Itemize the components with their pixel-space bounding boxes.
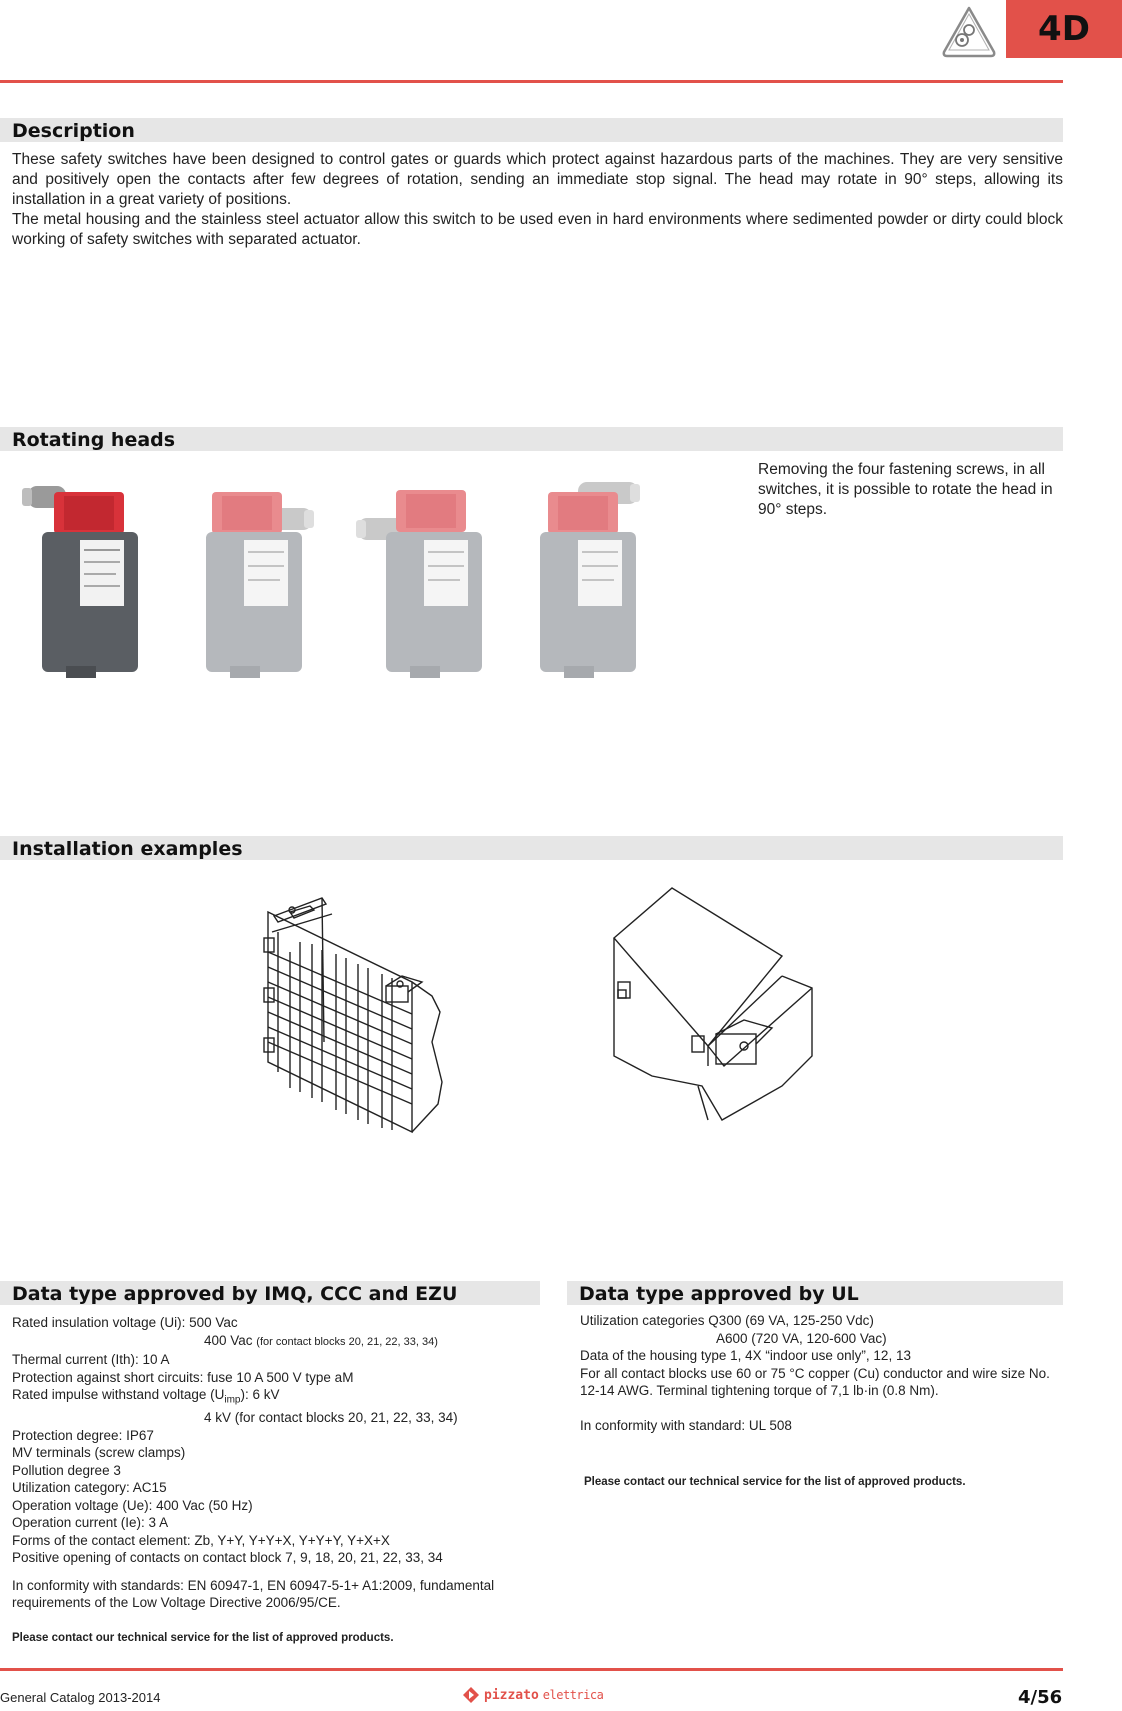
switch-photo-4 [520,468,670,680]
imq-line-category: Utilization category: AC15 [12,1480,167,1496]
imq-impulse-prefix: Rated impulse withstand voltage (U [12,1387,225,1402]
imq-line-impulse [12,1386,542,1409]
imq-line-positive: Positive opening of contacts on contact block 7, 9, 18, 20, 21, 22, 33, 34 [12,1550,443,1566]
brand-name: pizzato [484,1687,539,1703]
ul-wire: For all contact blocks use 60 or 75 °C copper (Cu) conductor and wire size No. 12-14 AWG. Terminal tightening torque of 7,1 lb·in (0.8 Nm). [580,1365,1050,1398]
rotating-heads-photos [20,468,660,680]
installation-heading: Installation examples [0,836,1063,860]
imq-line-ip: Protection degree: IP67 [12,1427,154,1443]
description-heading: Description [0,118,1063,142]
imq-line-fuse: Protection against short circuits: fuse 10 A 500 V type aM [12,1369,354,1385]
switch-photo-2 [192,468,342,680]
machine-guard-installation-drawing [612,886,822,1126]
imq-line-impulse-second: 4 kV (for contact blocks 20, 21, 22, 33, 34) [204,1410,458,1426]
imq-data-block [12,1314,542,1647]
footer-brand-logo [462,1686,603,1704]
imq-contact-note: Please contact our technical service for the list of approved products. [12,1631,394,1644]
imq-conformity: In conformity with standards: EN 60947-1, EN 60947-5-1+ A1:2009, fundamental requirements of the Low Voltage Directive 2006/95/CE. [12,1577,495,1611]
section-code-tab [1006,0,1122,58]
imq-impulse-sub: imp [224,1394,241,1406]
imq-line-mv: MV terminals (screw clamps) [12,1445,186,1461]
imq-line-pollution: Pollution degree 3 [12,1462,121,1478]
switch-photo-1 [20,468,170,680]
header-divider [0,80,1063,83]
switch-photo-3 [356,468,506,680]
imq-line-ie: Operation current (Ie): 3 A [12,1515,169,1531]
ul-data-block [580,1312,1063,1492]
ul-conformity: In conformity with standard: UL 508 [580,1417,792,1433]
footer-divider [0,1668,1063,1671]
footer-catalog: General Catalog 2013-2014 [0,1690,161,1705]
imq-impulse-suffix: ): 6 kV [240,1387,280,1402]
imq-data-heading: Data type approved by IMQ, CCC and EZU [0,1281,540,1305]
imq-line-ui: Rated insulation voltage (Ui): 500 Vac [12,1315,238,1330]
ul-util-2: A600 (720 VA, 120-600 Vac) [716,1330,887,1346]
gate-installation-drawing [262,892,452,1136]
section-code: 4D [1038,9,1090,49]
page-number: 4/56 [1018,1687,1063,1708]
brand-subname: elettrica [542,1688,604,1702]
description-paragraph-1: These safety switches have been designed to control gates or guards which protect against hazardous parts of the machines. They are very sensitive and positively open the contacts after few degrees of rotation, sending an immediate stop signal. The head may rotate in 90° steps, allowing its installation in a great variety of positions. [12,151,1063,208]
imq-line-ue: Operation voltage (Ue): 400 Vac (50 Hz) [12,1497,253,1513]
rotating-heads-text: Removing the four fastening screws, in all switches, it is possible to rotate the head in 90° steps. [758,461,1053,518]
imq-ui-second-note: (for contact blocks 20, 21, 22, 33, 34) [256,1335,438,1348]
rotating-heads-heading: Rotating heads [0,427,1063,451]
ul-contact-note: Please contact our technical service for the list of approved products. [584,1476,966,1488]
imq-ui-second-value: 400 Vac [204,1332,257,1348]
ul-util-1: Utilization categories Q300 (69 VA, 125-250 Vdc) [580,1313,874,1328]
description-body [12,150,1063,250]
description-paragraph-2: The metal housing and the stainless steel actuator allow this switch to be used even in hard environments where sedimented powder or dirty could block working of safety switches with separated actuator. [12,211,1063,248]
imq-line-ith: Thermal current (Ith): 10 A [12,1352,170,1367]
imq-line-ui-second [12,1332,542,1352]
brand-mark-icon [462,1686,480,1704]
ul-data-heading: Data type approved by UL [567,1281,1063,1305]
safety-warning-gear-icon [940,4,998,60]
ul-housing: Data of the housing type 1, 4X “indoor use only”, 12, 13 [580,1348,911,1363]
imq-line-forms: Forms of the contact element: Zb, Y+Y, Y+Y+X, Y+Y+Y, Y+X+X [12,1532,390,1548]
